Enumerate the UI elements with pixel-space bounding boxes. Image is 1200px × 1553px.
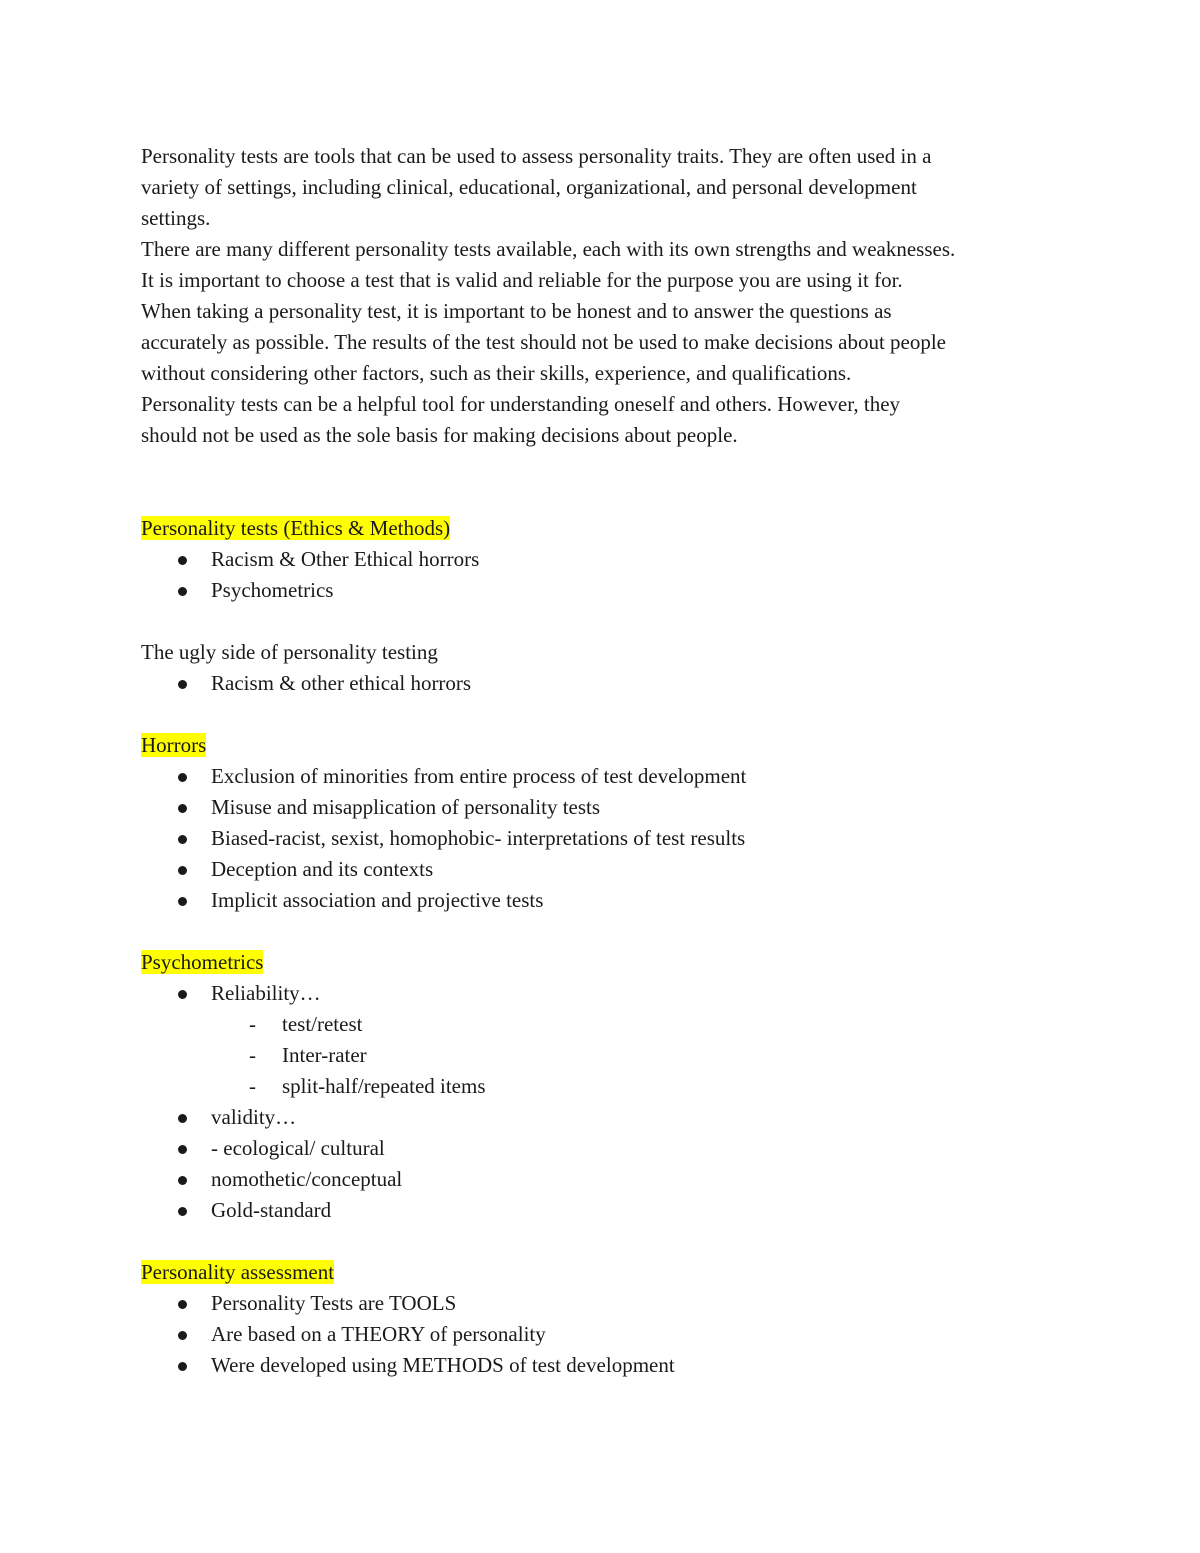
bullet-icon xyxy=(178,804,187,813)
intro-line: should not be used as the sole basis for making decisions about people. xyxy=(141,423,738,447)
list-item xyxy=(141,978,1071,1009)
list-item-text: validity… xyxy=(211,1105,297,1129)
sublist-item xyxy=(141,1009,1071,1040)
bullet-icon xyxy=(178,773,187,782)
bullet-list xyxy=(141,761,1071,916)
intro-line: It is important to choose a test that is valid and reliable for the purpose you are using it for. xyxy=(141,268,903,292)
highlighted-heading: Personality tests (Ethics & Methods) xyxy=(141,516,451,540)
bullet-icon xyxy=(178,1207,187,1216)
document-page xyxy=(141,141,1071,1381)
section-personality-assessment xyxy=(141,1257,1071,1381)
bullet-icon xyxy=(178,990,187,999)
intro-line: settings. xyxy=(141,206,211,230)
bullet-list xyxy=(141,1288,1071,1381)
dash-icon: - xyxy=(249,1012,256,1036)
list-item xyxy=(141,854,1071,885)
dash-sublist xyxy=(141,1009,1071,1102)
list-item xyxy=(141,792,1071,823)
spacer xyxy=(141,699,1071,730)
bullet-icon xyxy=(178,835,187,844)
list-item xyxy=(141,1350,1071,1381)
section-psychometrics xyxy=(141,947,1071,1226)
list-item-text: - ecological/ cultural xyxy=(211,1136,385,1160)
list-item-text: Personality Tests are TOOLS xyxy=(211,1291,457,1315)
list-item xyxy=(141,1164,1071,1195)
list-item-text: Gold-standard xyxy=(211,1198,332,1222)
intro-line: accurately as possible. The results of the test should not be used to make decisions about people xyxy=(141,330,947,354)
section-ethics-methods xyxy=(141,513,1071,606)
list-item-text: nomothetic/conceptual xyxy=(211,1167,403,1191)
section-heading: The ugly side of personality testing xyxy=(141,640,438,664)
list-item xyxy=(141,823,1071,854)
spacer xyxy=(141,606,1071,637)
list-item-text: Were developed using METHODS of test development xyxy=(211,1353,675,1377)
sublist-item-text: test/retest xyxy=(282,1012,363,1036)
section-heading xyxy=(141,730,1071,761)
list-item-text: Are based on a THEORY of personality xyxy=(211,1322,546,1346)
intro-line: Personality tests can be a helpful tool for understanding oneself and others. However, they xyxy=(141,392,901,416)
bullet-icon xyxy=(178,866,187,875)
intro-line: without considering other factors, such as their skills, experience, and qualifications. xyxy=(141,361,852,385)
dash-icon: - xyxy=(249,1043,256,1067)
highlighted-heading: Horrors xyxy=(141,733,207,757)
list-item xyxy=(141,575,1071,606)
section-ugly-side xyxy=(141,637,1071,699)
bullet-list xyxy=(141,978,1071,1009)
bullet-icon xyxy=(178,1145,187,1154)
list-item-text: Implicit association and projective tests xyxy=(211,888,544,912)
list-item xyxy=(141,761,1071,792)
list-item-text: Psychometrics xyxy=(211,578,334,602)
list-item-text: Exclusion of minorities from entire process of test development xyxy=(211,764,747,788)
list-item xyxy=(141,885,1071,916)
bullet-icon xyxy=(178,556,187,565)
list-item xyxy=(141,1102,1071,1133)
highlighted-heading: Psychometrics xyxy=(141,950,264,974)
intro-line: Personality tests are tools that can be used to assess personality traits. They are often used in a xyxy=(141,144,932,168)
list-item-text: Misuse and misapplication of personality tests xyxy=(211,795,601,819)
sublist-item xyxy=(141,1071,1071,1102)
spacer xyxy=(141,1226,1071,1257)
list-item-text: Reliability… xyxy=(211,981,321,1005)
bullet-icon xyxy=(178,1362,187,1371)
dash-icon: - xyxy=(249,1074,256,1098)
bullet-icon xyxy=(178,587,187,596)
intro-paragraph xyxy=(141,141,1071,451)
highlighted-heading: Personality assessment xyxy=(141,1260,335,1284)
bullet-icon xyxy=(178,897,187,906)
list-item xyxy=(141,1319,1071,1350)
list-item xyxy=(141,1195,1071,1226)
section-heading xyxy=(141,947,1071,978)
list-item xyxy=(141,668,1071,699)
list-item xyxy=(141,1133,1071,1164)
bullet-list xyxy=(141,668,1071,699)
bullet-icon xyxy=(178,1114,187,1123)
sublist-item-text: Inter-rater xyxy=(282,1043,367,1067)
list-item-text: Biased-racist, sexist, homophobic- interpretations of test results xyxy=(211,826,746,850)
intro-line: When taking a personality test, it is important to be honest and to answer the questions as xyxy=(141,299,892,323)
list-item-text: Deception and its contexts xyxy=(211,857,434,881)
bullet-list xyxy=(141,544,1071,606)
intro-line: There are many different personality tests available, each with its own strengths and weaknesses. xyxy=(141,237,956,261)
section-horrors xyxy=(141,730,1071,916)
intro-line: variety of settings, including clinical, educational, organizational, and personal development xyxy=(141,175,917,199)
spacer xyxy=(141,451,1071,513)
bullet-icon xyxy=(178,1300,187,1309)
list-item-text: Racism & Other Ethical horrors xyxy=(211,547,480,571)
list-item-text: Racism & other ethical horrors xyxy=(211,671,472,695)
spacer xyxy=(141,916,1071,947)
bullet-icon xyxy=(178,1176,187,1185)
section-heading xyxy=(141,1257,1071,1288)
bullet-list xyxy=(141,1102,1071,1226)
section-heading xyxy=(141,513,1071,544)
sublist-item-text: split-half/repeated items xyxy=(282,1074,486,1098)
bullet-icon xyxy=(178,1331,187,1340)
bullet-icon xyxy=(178,680,187,689)
list-item xyxy=(141,544,1071,575)
sublist-item xyxy=(141,1040,1071,1071)
list-item xyxy=(141,1288,1071,1319)
